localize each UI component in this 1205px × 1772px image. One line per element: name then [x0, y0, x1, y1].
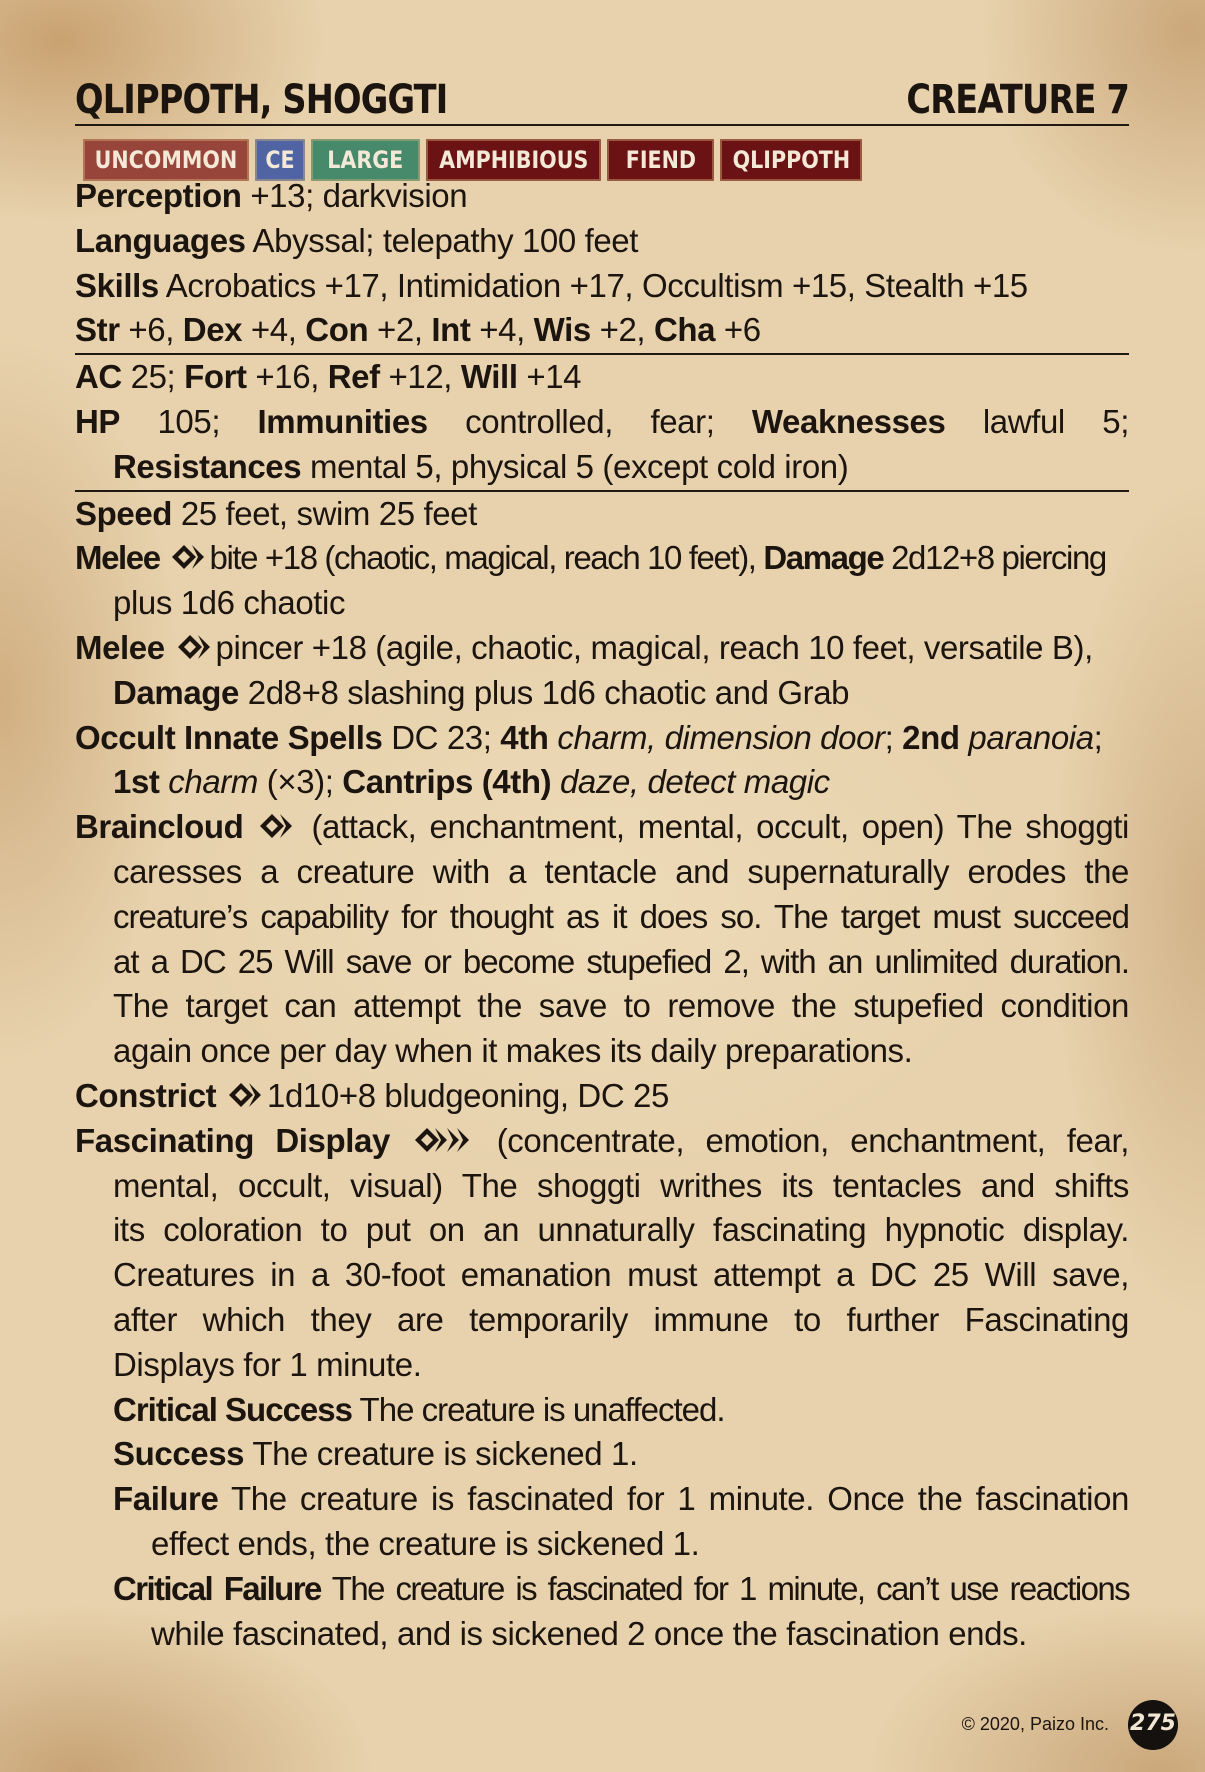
spell-rank-4: 4th: [500, 718, 549, 756]
critical-failure-line: [75, 1567, 1129, 1612]
melee-pincer-damage: 2d8+8 slashing plus 1d6 chaotic and Grab: [239, 673, 850, 711]
resistances-value: mental 5, physical 5 (except cold iron): [301, 447, 849, 485]
cantrip-list: daze, detect magic: [559, 763, 830, 801]
single-action-icon: [258, 812, 292, 840]
trait-qlippoth: QLIPPOTH: [720, 139, 862, 181]
melee-pincer-line: [75, 626, 1129, 671]
spell-note-1: (×3);: [257, 763, 343, 801]
melee-pincer-text: pincer +18 (agile, chaotic, magical, reach 10 feet, versatile B),: [215, 628, 1093, 666]
melee-bite-damage: 2d12+8 piercing: [883, 539, 1106, 577]
dex-value: +4,: [242, 311, 306, 349]
wis-label: Wis: [533, 311, 591, 349]
trait-size: LARGE: [311, 139, 420, 181]
braincloud-label: Braincloud: [75, 808, 244, 846]
resistances-label: Resistances: [113, 447, 302, 485]
critical-success-text: The creature is unaffected.: [351, 1390, 725, 1428]
braincloud-text-2: caresses a creature with a tentacle and supernaturally erodes the: [113, 852, 1129, 890]
resistances-line: [75, 445, 1129, 492]
trait-alignment: CE: [255, 139, 305, 181]
weaknesses-label: Weaknesses: [751, 402, 946, 440]
int-value: +4,: [470, 311, 534, 349]
braincloud-text-1: (attack, enchantment, mental, occult, open) The shoggti: [311, 808, 1129, 846]
perception-line: [75, 174, 1129, 219]
spell-list-1: charm: [168, 763, 258, 801]
weaknesses-value: lawful 5;: [945, 402, 1129, 440]
perception-value: +13; darkvision: [241, 177, 468, 214]
melee-bite-line: [75, 536, 1129, 581]
trait-fiend: FIEND: [607, 139, 714, 181]
spell-list-4: charm, dimension door: [557, 718, 885, 756]
ref-value: +12,: [379, 358, 461, 396]
wis-value: +2,: [590, 311, 654, 349]
fascinating-display-label: Fascinating Display: [75, 1121, 390, 1159]
ac-value: 25;: [121, 358, 185, 396]
critical-failure-text: The creature is fascinated for 1 minute, can’t use reactions: [320, 1569, 1129, 1607]
single-action-icon: [170, 543, 204, 571]
page-number: 275: [1128, 1700, 1178, 1750]
braincloud-text-6: again once per day when it makes its daily preparations.: [113, 1032, 913, 1070]
melee-label: Melee: [75, 539, 160, 577]
braincloud-text-4: at a DC 25 Will save or become stupefied 2, with an unlimited duration.: [113, 942, 1129, 980]
cantrips-label: Cantrips (4th): [342, 763, 552, 801]
spell-rank-2: 2nd: [902, 718, 960, 756]
cha-label: Cha: [653, 311, 716, 349]
melee-bite-text: bite +18 (chaotic, magical, reach 10 feet),: [209, 539, 756, 577]
success-label: Success: [113, 1435, 245, 1473]
immunities-label: Immunities: [257, 402, 428, 440]
skills-value: Acrobatics +17, Intimidation +17, Occultism +15, Stealth +15: [158, 266, 1028, 304]
skills-label: Skills: [75, 266, 159, 304]
fascinating-text-1: (concentrate, emotion, enchantment, fear,: [496, 1121, 1129, 1159]
melee-bite-cont: plus 1d6 chaotic: [113, 584, 346, 622]
hp-line: [75, 400, 1129, 445]
speed-label: Speed: [75, 494, 173, 532]
str-label: Str: [75, 311, 120, 349]
braincloud-line: [75, 805, 1129, 850]
braincloud-text-5: The target can attempt the save to remove the stupefied condition: [113, 987, 1129, 1025]
copyright: © 2020, Paizo Inc.: [961, 1714, 1109, 1734]
success-line: [75, 1432, 1129, 1477]
fort-label: Fort: [184, 358, 247, 396]
melee-label: Melee: [75, 628, 165, 666]
two-action-icon: [413, 1126, 469, 1154]
languages-label: Languages: [75, 221, 246, 259]
spells-line: Occult Innate Spells DC 23; 4th charm, dimension door; 2nd paranoia;: [75, 718, 1103, 756]
hp-value: 105;: [120, 402, 258, 440]
hp-label: HP: [75, 402, 121, 440]
fort-value: +16,: [246, 358, 328, 396]
dex-label: Dex: [182, 311, 243, 349]
speed-line: [75, 492, 1129, 537]
fascinating-text-3: its coloration to put on an unnaturally fascinating hypnotic display.: [113, 1211, 1129, 1249]
braincloud-text-3: creature’s capability for thought as it does so. The target must succeed: [113, 897, 1129, 935]
fascinating-text-6: Displays for 1 minute.: [113, 1345, 422, 1383]
fascinating-text-5: after which they are temporarily immune to further Fascinating: [113, 1300, 1129, 1338]
failure-cont: effect ends, the creature is sickened 1.: [151, 1524, 700, 1562]
will-value: +14: [517, 358, 582, 396]
critical-success-line: [75, 1388, 1129, 1433]
single-action-icon: [176, 633, 210, 661]
failure-line: [75, 1477, 1129, 1522]
spell-rank-1: 1st: [113, 763, 160, 801]
ref-label: Ref: [327, 358, 380, 396]
immunities-value: controlled, fear;: [427, 402, 752, 440]
failure-label: Failure: [113, 1480, 219, 1518]
fascinating-text-2: mental, occult, visual) The shoggti writhes its tentacles and shifts: [113, 1166, 1129, 1204]
spell-dc: DC 23;: [382, 718, 501, 756]
title-bar: [75, 66, 1129, 126]
failure-text: The creature is fascinated for 1 minute. Once the fascination: [218, 1480, 1129, 1518]
creature-name: QLIPPOTH, SHOGGTI: [75, 77, 448, 123]
skills-line: [75, 264, 1129, 309]
ac-label: AC: [75, 358, 122, 396]
trait-amphibious: AMPHIBIOUS: [426, 139, 601, 181]
constrict-text: 1d10+8 bludgeoning, DC 25: [267, 1076, 669, 1114]
perception-label: Perception: [75, 177, 242, 214]
ability-scores-line: [75, 308, 1129, 355]
fascinating-display-line: [75, 1119, 1129, 1164]
fascinating-text-4: Creatures in a 30-foot emanation must attempt a DC 25 Will save,: [113, 1256, 1129, 1294]
trait-rarity: UNCOMMON: [83, 139, 249, 181]
will-label: Will: [460, 358, 518, 396]
str-value: +6,: [119, 311, 183, 349]
single-action-icon: [227, 1081, 261, 1109]
critical-success-label: Critical Success: [113, 1390, 352, 1428]
success-text: The creature is sickened 1.: [244, 1435, 638, 1473]
melee-pincer-damage-line: [75, 671, 1129, 716]
con-label: Con: [305, 311, 369, 349]
int-label: Int: [431, 311, 471, 349]
cha-value: +6: [715, 311, 761, 349]
languages-value: Abyssal; telepathy 100 feet: [245, 221, 639, 259]
speed-value: 25 feet, swim 25 feet: [172, 494, 477, 532]
stat-block: [75, 66, 1129, 1656]
critical-failure-cont: while fascinated, and is sickened 2 once the fascination ends.: [151, 1614, 1027, 1652]
constrict-label: Constrict: [75, 1076, 217, 1114]
critical-failure-label: Critical Failure: [113, 1569, 321, 1607]
defenses-line: [75, 355, 1129, 400]
spells-line-cont: [75, 760, 1129, 805]
spells-label: Occult Innate Spells: [75, 718, 383, 756]
damage-label: Damage: [113, 673, 239, 711]
constrict-line: [75, 1074, 1129, 1119]
languages-line: [75, 219, 1129, 264]
creature-level: CREATURE 7: [906, 77, 1129, 123]
con-value: +2,: [368, 311, 432, 349]
spell-list-2: paranoia: [968, 718, 1094, 756]
damage-label: Damage: [763, 539, 884, 577]
